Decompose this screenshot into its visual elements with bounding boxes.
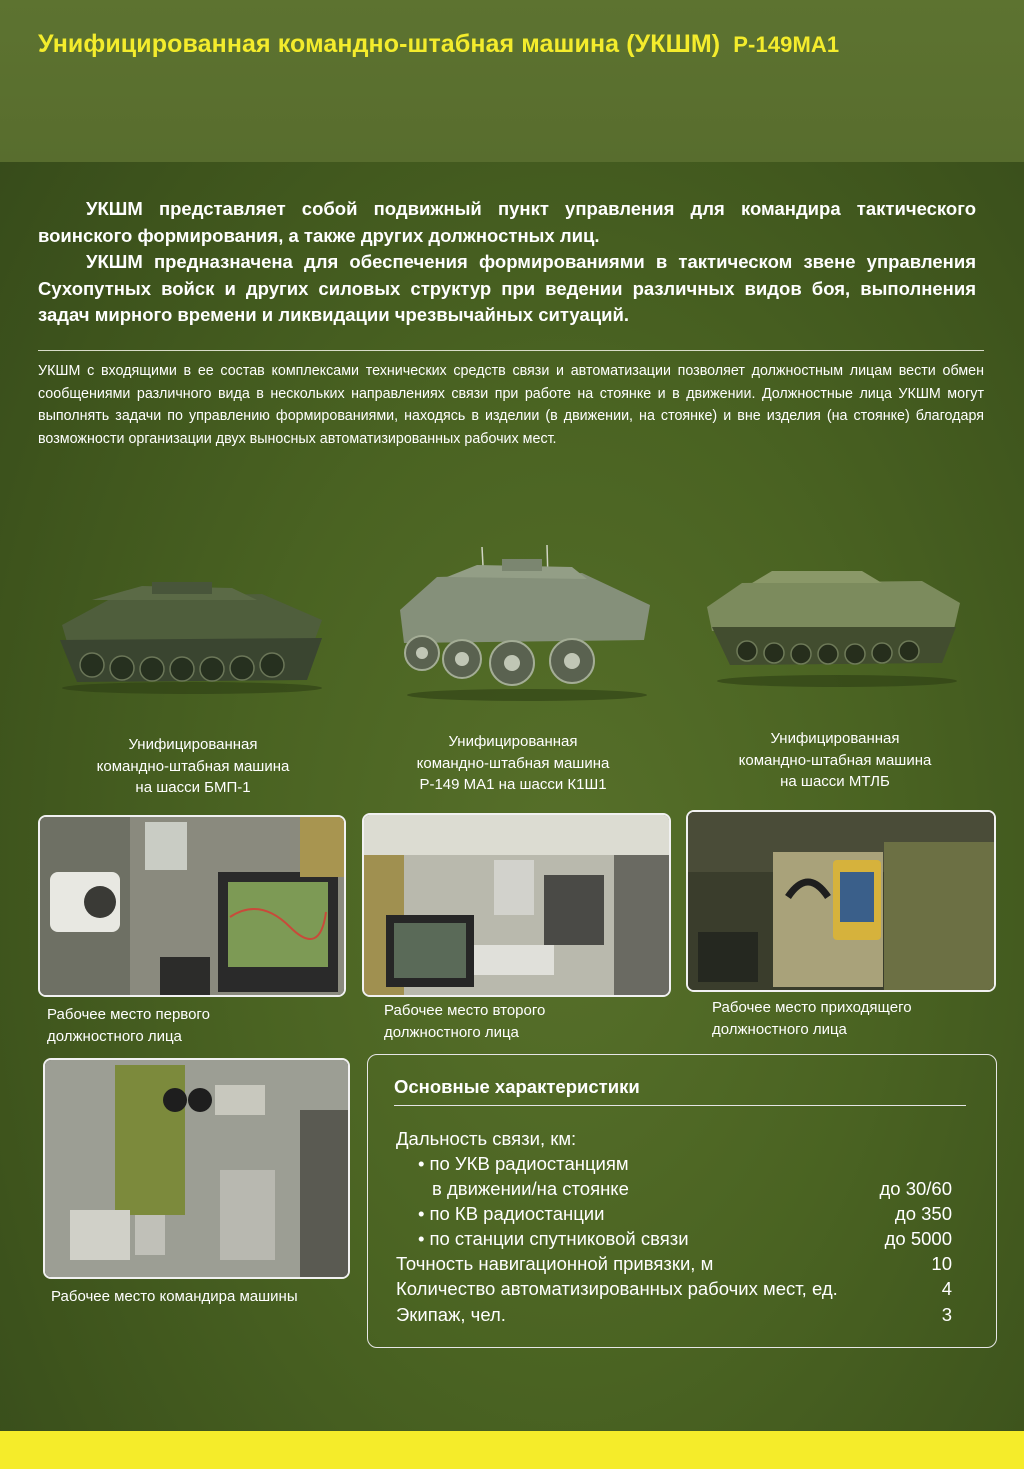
section-divider <box>38 350 984 351</box>
title-text: Унифицированная командно-штабная машина (УКШМ) <box>38 30 721 58</box>
workstation-caption-4 <box>51 1286 298 1308</box>
specs-title: Основные характеристики <box>394 1076 640 1097</box>
vehicle-caption-1-line-1: Унифицированная <box>128 736 258 753</box>
vehicle-caption-3-line-1: Унифицированная <box>770 730 900 747</box>
vehicle-caption-3-line-2: командно-штабная машина <box>738 751 932 769</box>
vehicle-caption-2-line-2: командно-штабная машина <box>416 754 610 772</box>
workstation-photo-3 <box>686 810 996 992</box>
vehicle-caption-1-line-3: на шасси БМП-1 <box>135 779 251 796</box>
workstation-photo-1 <box>38 815 346 997</box>
vehicle-bmp1-image <box>52 580 332 695</box>
specs-rule <box>394 1105 966 1106</box>
spec-value: до 350 <box>894 1203 952 1224</box>
lead-paragraph-1: УКШМ представляет собой подвижный пункт управления для командира тактического воинского формирования, а также других должностных лиц. <box>38 198 976 246</box>
vehicle-k1sh1-image <box>392 545 657 705</box>
vehicle-caption-3 <box>710 728 960 793</box>
workstation-caption-3-line-1: Рабочее место приходящего <box>712 999 912 1016</box>
workstation-photo-4 <box>43 1058 350 1279</box>
spec-value: 3 <box>941 1304 952 1325</box>
page-title <box>38 30 839 59</box>
spec-label: в движении/на стоянке <box>432 1178 629 1199</box>
spec-label: • по УКВ радиостанциям <box>418 1151 629 1177</box>
workstation-caption-1 <box>47 1004 210 1048</box>
workstation-caption-3 <box>712 997 912 1041</box>
spec-value: до 5000 <box>884 1228 952 1249</box>
vehicle-mtlb-image <box>702 565 967 690</box>
spec-label: Экипаж, чел. <box>396 1304 506 1325</box>
vehicle-caption-2 <box>388 731 638 796</box>
vehicle-caption-1 <box>68 734 318 799</box>
vehicle-caption-2-line-3: Р-149 МА1 на шасси К1Ш1 <box>419 776 607 793</box>
spec-value: до 30/60 <box>879 1178 952 1199</box>
workstation-caption-2 <box>384 1000 545 1044</box>
spec-label: • по станции спутниковой связи <box>418 1226 689 1252</box>
workstation-caption-1-line-2: должностного лица <box>47 1028 182 1045</box>
header-band <box>0 0 1024 162</box>
workstation-caption-2-line-2: должностного лица <box>384 1024 519 1041</box>
workstation-caption-4-line-1: Рабочее место командира машины <box>51 1288 298 1305</box>
lead-paragraphs <box>38 196 976 329</box>
spec-label: Дальность связи, км: <box>396 1128 577 1149</box>
spec-label: Количество автоматизированных рабочих мест, ед. <box>396 1278 838 1299</box>
specs-frame <box>367 1054 997 1348</box>
vehicle-caption-2-line-1: Унифицированная <box>448 733 578 750</box>
vehicle-caption-3-line-3: на шасси МТЛБ <box>780 773 890 790</box>
description-text: УКШМ с входящими в ее состав комплексами технических средств связи и автоматизации позволяет должностным лицам вести обмен сообщениями различного вида в нескольких направлениях связи при работе на стоянке и в движении. Должностные лица УКШМ могут выполнять задачи по управлению формированиями, находясь в изделии (в движении, на стоянке) и вне изделия (на стоянке) благодаря возможности организации двух выносных автоматизированных рабочих мест. <box>38 363 984 447</box>
workstation-caption-3-line-2: должностного лица <box>712 1021 847 1038</box>
spec-label: • по КВ радиостанции <box>418 1201 604 1227</box>
lead-paragraph-2: УКШМ предназначена для обеспечения формированиями в тактическом звене управления Сухопутных войск и других силовых структур при ведении различных видов боя, выполнения задач мирного времени и ликвидации чрезвычайных ситуаций. <box>38 251 976 325</box>
title-model: Р-149МА1 <box>733 32 840 57</box>
spec-value: 4 <box>941 1278 952 1299</box>
spec-value: 10 <box>931 1253 952 1274</box>
workstation-caption-1-line-1: Рабочее место первого <box>47 1006 210 1023</box>
spec-label: Точность навигационной привязки, м <box>396 1253 714 1274</box>
workstation-photo-2 <box>362 813 671 997</box>
workstation-caption-2-line-1: Рабочее место второго <box>384 1002 546 1019</box>
vehicle-caption-1-line-2: командно-штабная машина <box>96 757 290 775</box>
footer-band <box>0 1431 1024 1469</box>
